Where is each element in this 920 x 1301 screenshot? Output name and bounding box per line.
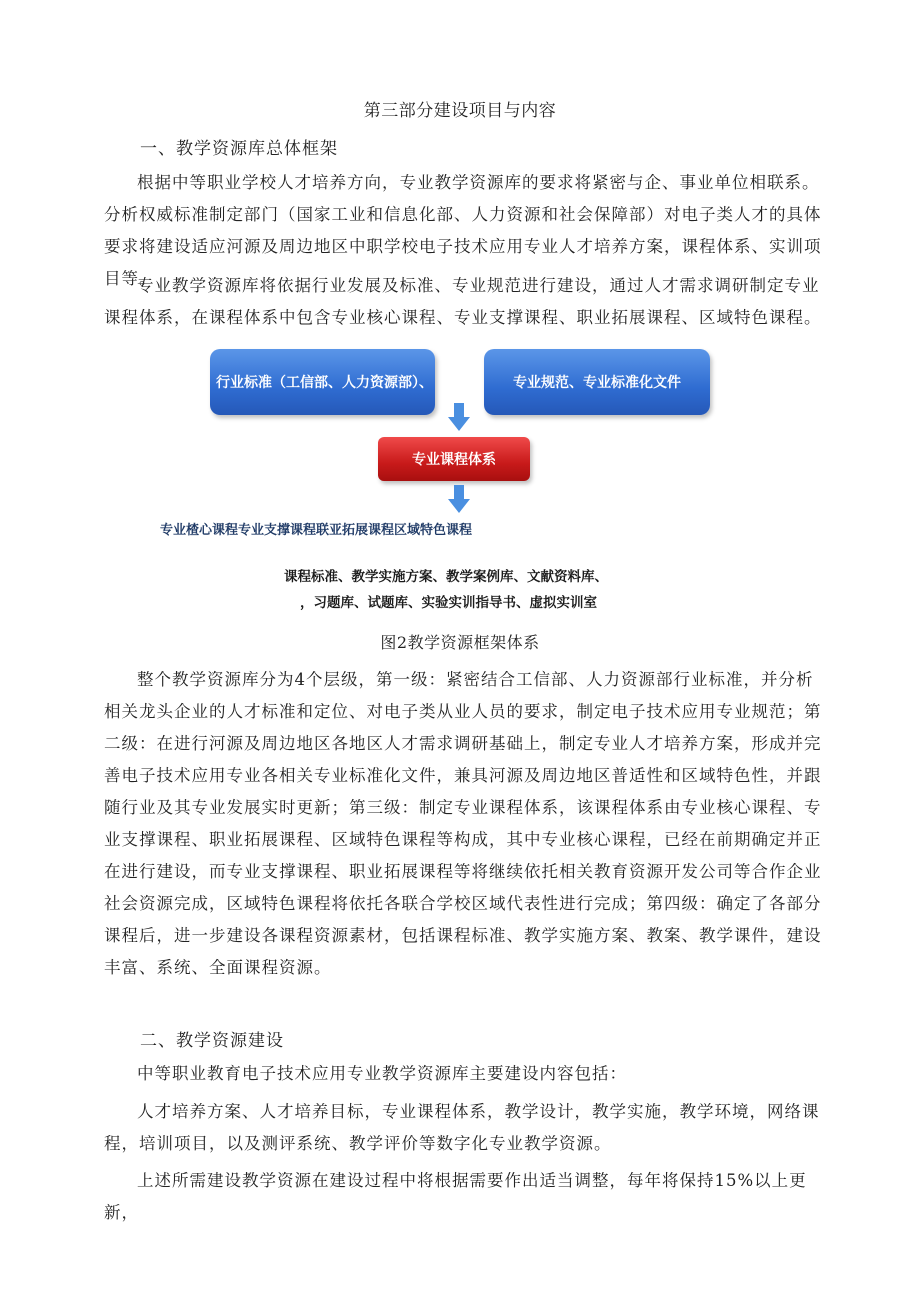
professional-spec-box: 专业规范、专业标准化文件 — [484, 349, 710, 415]
framework-diagram — [150, 345, 770, 615]
down-arrow-icon — [448, 403, 470, 431]
section2-heading: 二、教学资源建设 — [140, 1031, 284, 1051]
figure-caption: 图2教学资源框架体系 — [380, 633, 540, 652]
industry-standard-box: 行业标准（工信部、人力资源部）、 — [210, 349, 435, 415]
resources-line-2: ，习题库、试题库、实验实训指导书、虚拟实训室 — [300, 595, 597, 611]
levels-paragraph: 整个教学资源库分为4个层级，第一级：紧密结合工信部、人力资源部行业标准，并分析相关龙头企业的人才标准和定位、对电子类从业人员的要求，制定电子技术应用专业规范；第二级：在进行河源及周边地区各地区人才需求调研基础上，制定专业人才培养方案，形成并完善电子技术应用专业各相关专业标准化文件，兼具河源及周边地区普适性和区域特色性，并跟随行业及其专业发展实时更新；第三级：制定专业课程体系，该课程体系由专业核心课程、专业支撑课程、职业拓展课程、区域特色课程等构成，其中专业核心课程，已经在前期确定并正在进行建设，而专业支撑课程、职业拓展课程等将继续依托相关教育资源开发公司等合作企业社会资源完成，区域特色课程将依托各联合学校区域代表性进行完成；第四级：确定了各部分课程后，进一步建设各课程资源素材，包括课程标准、教学实施方案、教案、教学课件，建设丰富、系统、全面课程资源。 — [104, 670, 822, 977]
section2-paragraph-2: 人才培养方案、人才培养目标，专业课程体系，教学设计，教学实施，教学环境，网络课程，培训项目，以及测评系统、教学评价等数字化专业教学资源。 — [104, 1102, 820, 1153]
section1-paragraph-1: 根据中等职业学校人才培养方向，专业教学资源库的要求将紧密与企、事业单位相联系。分析权威标准制定部门（国家工业和信息化部、人力资源和社会保障部）对电子类人才的具体要求将建设适应河源及周边地区中职学校电子技术应用专业人才培养方案，课程体系、实训项目等。 — [104, 173, 822, 288]
down-arrow-icon — [448, 485, 470, 513]
section2-paragraph-3: 上述所需建设教学资源在建设过程中将根据需要作出适当调整，每年将保持15%以上更新， — [104, 1171, 807, 1222]
section1-heading: 一、教学资源库总体框架 — [140, 139, 338, 159]
course-system-box: 专业课程体系 — [378, 437, 530, 481]
section1-paragraph-2: 专业教学资源库将依据行业发展及标准、专业规范进行建设，通过人才需求调研制定专业课程体系，在课程体系中包含专业核心课程、专业支撑课程、职业拓展课程、区域特色课程。 — [104, 276, 822, 327]
resources-line-1: 课程标准、教学实施方案、教学案例库、文献资料库、 — [284, 569, 608, 585]
core-courses-label: 专业楂心课程专业支撑课程联亚拓展课程区域特色课程 — [160, 523, 473, 538]
page-title: 第三部分建设项目与内容 — [363, 101, 557, 121]
section2-paragraph-1: 中等职业教育电子技术应用专业教学资源库主要建设内容包括： — [137, 1064, 627, 1083]
